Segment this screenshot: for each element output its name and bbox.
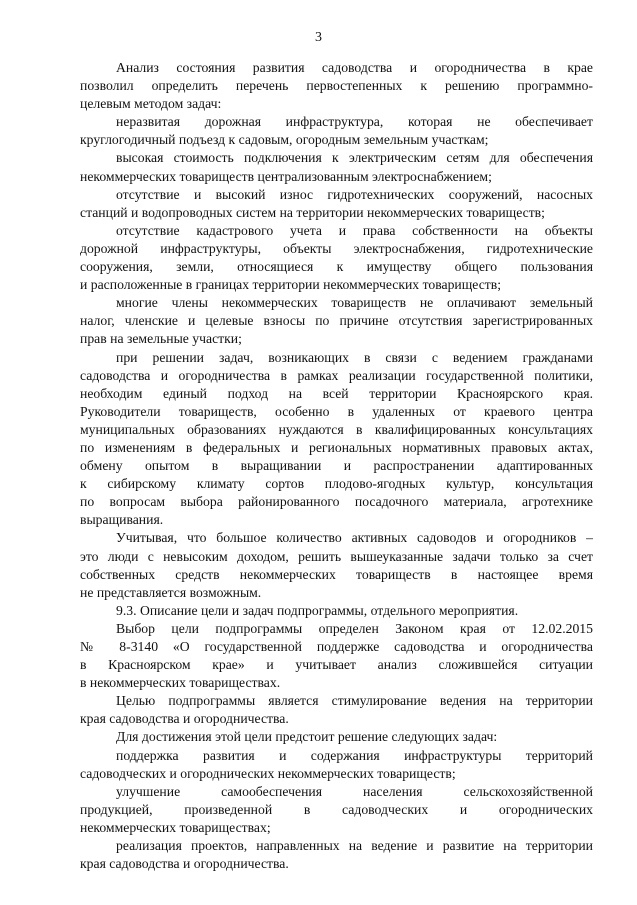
text-line: в Красноярском крае» и учитывает анализ сложившейся ситуации [80,657,593,673]
text-line: садоводства и огородничества в рамках реализации государственной политики, [80,367,593,383]
text-line: многие члены некоммерческих товариществ не оплачивают земельный [116,295,593,311]
page-number: 3 [315,30,322,45]
text-line: обмену опытом в выращивании и распространении адаптированных [80,458,593,474]
text-line: Для достижения этой цели предстоит решение следующих задач: [116,729,498,745]
text-line: Руководители товариществ, особенно в удаленных от краевого центра [80,403,593,419]
text-line: Выбор цели подпрограммы определен Законом края от 12.02.2015 [116,620,593,636]
text-line: собственных средств некоммерческих товариществ в настоящее время [80,566,593,582]
text-line: прав на земельные участки; [80,331,242,347]
text-line: муниципальных образованиях нуждаются в квалифицированных консультациях [80,421,593,437]
text-line: № 8-3140 «О государственной поддержке садоводства и огородничества [80,639,593,654]
text-line: некоммерческих товариществах; [80,819,271,835]
text-line: 9.3. Описание цели и задач подпрограммы, отдельного мероприятия. [116,602,519,618]
text-line: не представляется возможным. [80,584,262,600]
text-line: продукцией, произведенной в садоводческих и огороднических [80,801,593,817]
text-line: сооружения, земли, относящиеся к имуществу общего пользования [80,259,593,275]
text-line: при решении задач, возникающих в связи с ведением гражданами [116,349,593,365]
text-line: станций и водопроводных систем на территории некоммерческих товариществ; [80,204,545,220]
text-line: целевым методом задач: [80,96,222,112]
text-line: садоводческих и огороднических некоммерческих товариществ; [80,765,456,781]
text-line: выращивания. [80,512,164,528]
text-line: и расположенные в границах территории некоммерческих товариществ; [80,277,502,293]
text-line: Целью подпрограммы является стимулирование ведения на территории [116,693,593,709]
text-line: края садоводства и огородничества. [80,711,289,727]
text-line: дорожной инфраструктуры, объекты электроснабжения, гидротехнические [80,240,593,256]
text-line: поддержка развития и содержания инфраструктуры территорий [116,747,593,763]
text-line: к сибирскому климату сортов плодово-ягодных культур, консультация [80,476,593,492]
text-line: Учитывая, что большое количество активных садоводов и огородников – [116,530,593,546]
text-line: по вопросам выбора районированного посадочного материала, агротехнике [80,494,593,510]
text-line: отсутствие кадастрового учета и права собственности на объекты [116,222,593,238]
text-line: это люди с невысоким доходом, решить вышеуказанные задачи только за счет [80,548,593,564]
text-line: круглогодичный подъезд к садовым, огородным земельным участкам; [80,132,489,148]
text-line: Анализ состояния развития садоводства и огородничества в крае [116,60,593,75]
text-line: в некоммерческих товариществах. [80,675,281,691]
text-line: по изменениям в федеральных и региональных нормативных правовых актах, [80,439,593,455]
text-line: позволил определить перечень первостепенных к решению программно- [80,78,593,94]
text-line: реализация проектов, направленных на ведение и развитие на территории [116,838,593,854]
text-line: отсутствие и высокий износ гидротехнических сооружений, насосных [116,186,593,202]
text-line: края садоводства и огородничества. [80,856,289,872]
text-line: налог, членские и целевые взносы по причине отсутствия зарегистрированных [80,313,593,329]
text-line: неразвитая дорожная инфраструктура, которая не обеспечивает [116,114,593,130]
text-line: улучшение самообеспечения населения сельскохозяйственной [116,783,593,799]
document-body [80,59,593,873]
text-line: некоммерческих товариществ централизованным электроснабжением; [80,168,492,184]
text-line: необходим единый подход на всей территории Красноярского края. [80,385,593,401]
text-line: высокая стоимость подключения к электрическим сетям для обеспечения [116,150,593,166]
